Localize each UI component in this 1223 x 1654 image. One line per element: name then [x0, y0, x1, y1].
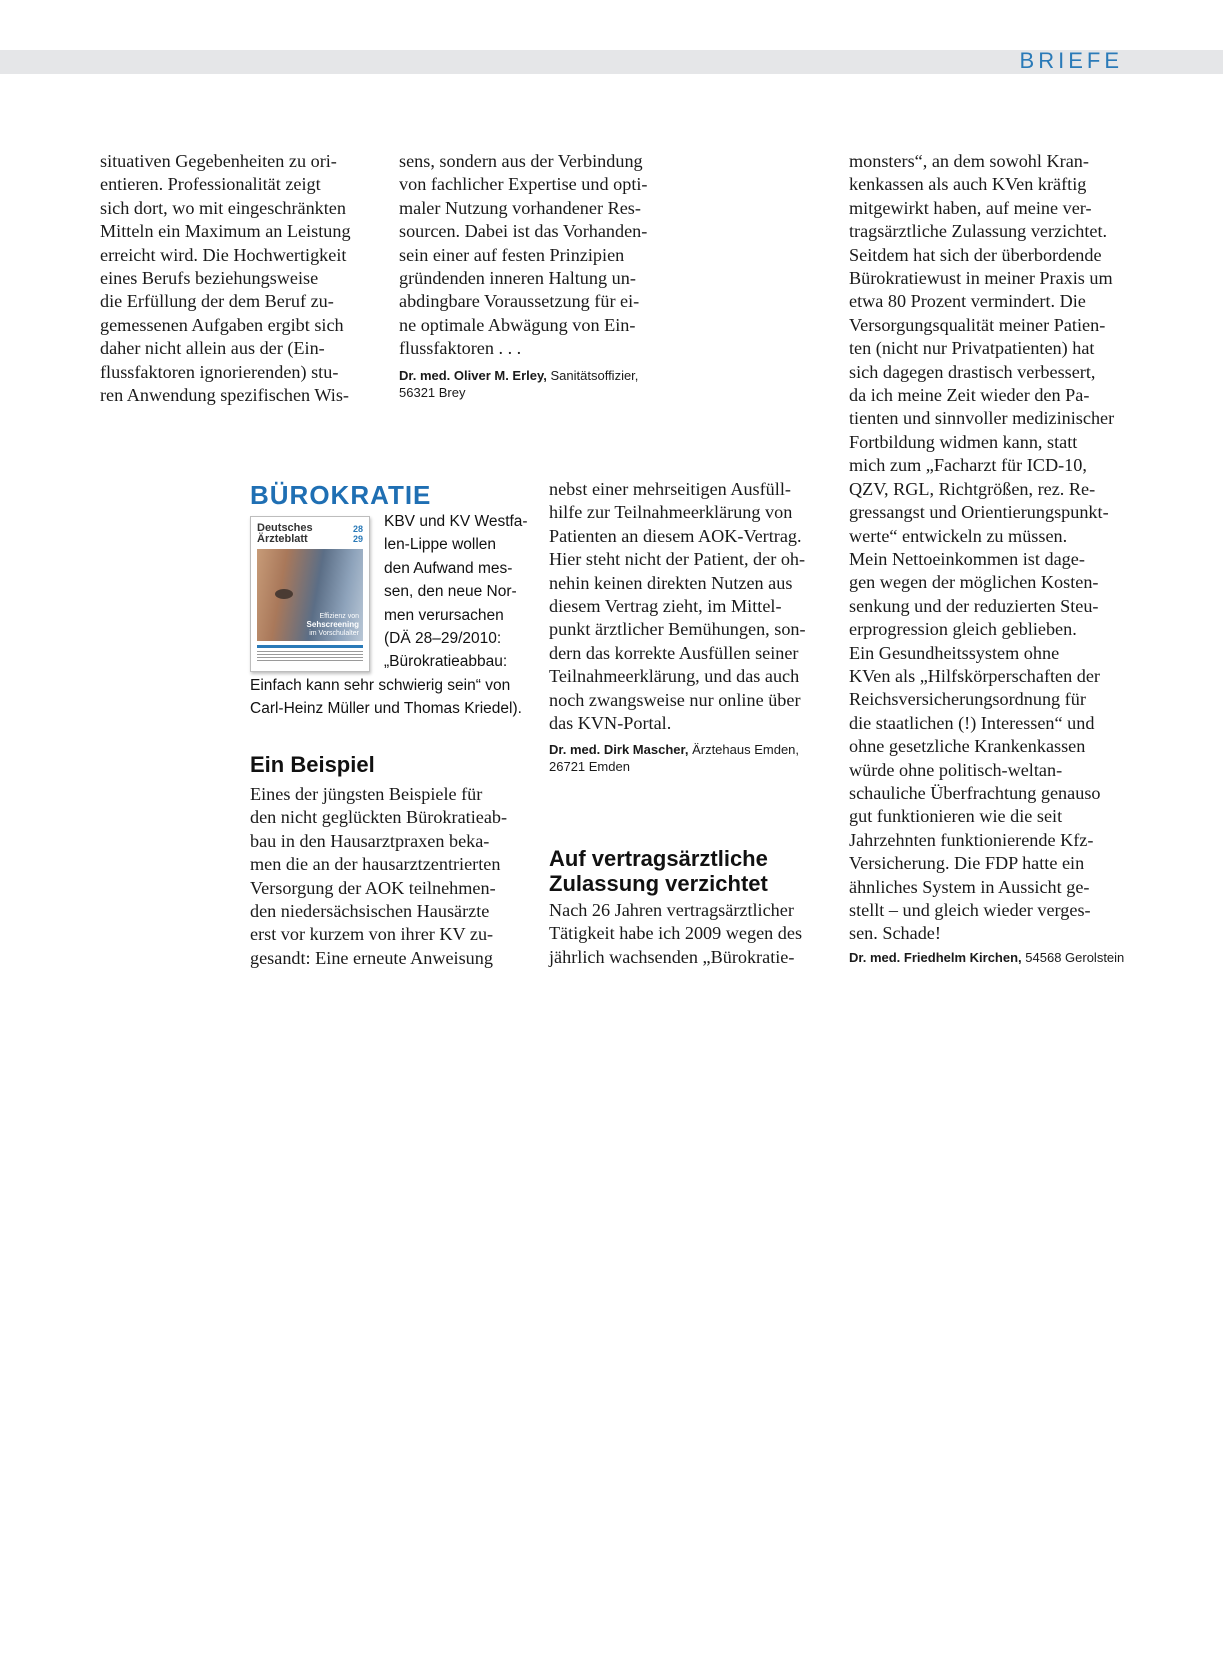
body-text-line: gut funktionieren wie die seit: [849, 806, 1063, 827]
body-text-line: ohne gesetzliche Krankenkassen: [849, 736, 1086, 757]
letter-heading-beispiel: Ein Beispiel: [250, 752, 375, 777]
letter-mascher-part1: [250, 752, 540, 970]
body-text-line: sens, sondern aus der Verbindung: [399, 151, 643, 171]
cover-text-lines: [257, 651, 363, 661]
signature-detail: Sanitätsoffizier,: [546, 367, 639, 383]
letter-kirchen-part1: [549, 846, 849, 969]
body-text-line: Reichsversicherungsordnung für: [849, 689, 1086, 710]
body-text-line: bau in den Hausarztpraxen beka-: [250, 830, 490, 851]
body-text-line: men die an der hausarztzentrierten: [250, 854, 501, 875]
body-text-line: flussfaktoren . . .: [399, 338, 522, 359]
intro-text-line: len-Lippe wollen: [384, 536, 497, 554]
body-text-line: gesandt: Eine erneute Anweisung: [250, 947, 493, 968]
body-text-line: Mein Nettoeinkommen ist dage-: [849, 548, 1085, 569]
body-text-line: punkt ärztlicher Bemühungen, son-: [549, 619, 806, 640]
signature-detail: Ärztehaus Emden,: [688, 742, 800, 758]
letter-erley-part1: [100, 150, 380, 407]
body-text-line: ne optimale Abwägung von Ein-: [399, 314, 636, 335]
body-text-line: Versicherung. Die FDP hatte ein: [849, 853, 1085, 874]
letter-mascher-part2: [549, 478, 849, 775]
intro-text-line: den Aufwand mes-: [384, 559, 513, 577]
body-text-line: Eines der jüngsten Beispiele für: [250, 784, 483, 804]
body-text-line: situativen Gegebenheiten zu ori-: [100, 151, 337, 171]
body-text-line: Nach 26 Jahren vertragsärztlicher: [549, 900, 794, 920]
body-text-line: erst vor kurzem von ihrer KV zu-: [250, 924, 494, 945]
cover-stripe: [257, 645, 363, 648]
body-text-line: ähnliches System in Aussicht ge-: [849, 876, 1090, 897]
cover-masthead: Deutsches Ärzteblatt: [257, 522, 313, 545]
magazine-cover-image: [250, 516, 370, 672]
letter-kirchen-part2: [849, 150, 1139, 966]
cover-headline: Effizienz von Sehscreening im Vorschulalter: [306, 613, 359, 637]
body-text-line: die staatlichen (!) Interessen“ und: [849, 712, 1095, 733]
signature-name: Dr. med. Oliver M. Erley,: [399, 367, 547, 383]
body-text-line: gressangst und Orientierungspunkt-: [849, 502, 1109, 523]
letter-heading-zulassung-line2: Zulassung verzichtet: [549, 871, 768, 896]
body-text-line: tienten und sinnvoller medizinischer: [849, 408, 1115, 429]
body-text-line: Ein Gesundheitssystem ohne: [849, 642, 1060, 663]
body-text-line: eines Berufs beziehungsweise: [100, 268, 319, 289]
body-text-line: Tätigkeit habe ich 2009 wegen des: [549, 923, 803, 944]
signature-name: Dr. med. Friedhelm Kirchen,: [849, 949, 1022, 965]
body-text-line: etwa 80 Prozent vermindert. Die: [849, 291, 1086, 312]
body-text-line: nehin keinen direkten Nutzen aus: [549, 572, 793, 593]
body-text-line: sourcen. Dabei ist das Vorhanden-: [399, 221, 648, 242]
intro-text-line: Carl-Heinz Müller und Thomas Kriedel).: [250, 700, 522, 718]
body-text-line: stellt – und gleich wieder verges-: [849, 900, 1091, 920]
body-text-line: Bürokratiewust in meiner Praxis um: [849, 268, 1113, 289]
intro-text-line: KBV und KV Westfa-: [384, 513, 528, 530]
signature-kirchen: [849, 949, 1139, 966]
body-text-line: sich dagegen drastisch verbessert,: [849, 361, 1096, 382]
letter-heading-zulassung-line1: Auf vertragsärztliche: [549, 846, 768, 871]
intro-text-line: Einfach kann sehr schwierig sein“ von: [250, 677, 511, 694]
body-text-line: monsters“, an dem sowohl Kran-: [849, 151, 1089, 171]
body-text-line: Fortbildung widmen kann, statt: [849, 431, 1078, 452]
body-text-line: den nicht geglückten Bürokratieab-: [250, 807, 508, 828]
body-text-line: Seitdem hat sich der überbordende: [849, 244, 1102, 265]
body-text-line: erreicht wird. Die Hochwertigkeit: [100, 244, 347, 265]
body-text-line: erprogression gleich geblieben.: [849, 619, 1077, 640]
body-text-line: mitgewirkt haben, auf meine ver-: [849, 197, 1092, 218]
body-text-line: sich dort, wo mit eingeschränkten: [100, 197, 346, 218]
body-text-line: würde ohne politisch-weltan-: [849, 759, 1063, 780]
body-text-line: hilfe zur Teilnahmeerklärung von: [549, 502, 793, 523]
body-text-line: diesem Vertrag zieht, im Mittel-: [549, 596, 782, 617]
body-text-line: da ich meine Zeit wieder den Pa-: [849, 385, 1090, 406]
intro-text-line: sen, den neue Nor-: [384, 583, 517, 601]
section-label: BRIEFE: [1019, 48, 1123, 73]
body-text-line: jährlich wachsenden „Bürokratie-: [549, 946, 795, 967]
body-text-line: Jahrzehnten funktionierende Kfz-: [849, 829, 1094, 850]
body-text-line: die Erfüllung der dem Beruf zu-: [100, 291, 334, 312]
body-text-line: gemessenen Aufgaben ergibt sich: [100, 314, 344, 335]
body-text-line: QZV, RGL, Richtgrößen, rez. Re-: [849, 478, 1096, 499]
body-text-line: ren Anwendung spezifischen Wis-: [100, 385, 349, 406]
body-text-line: sen. Schade!: [849, 923, 941, 944]
body-text-line: tragsärztliche Zulassung verzichtet.: [849, 221, 1108, 242]
body-text-line: dern das korrekte Ausfüllen seiner: [549, 642, 799, 663]
body-text-line: kenkassen als auch KVen kräftig: [849, 174, 1087, 195]
cover-photo: [257, 549, 363, 641]
body-text-line: senkung und der reduzierten Steu-: [849, 595, 1099, 616]
body-text-line: von fachlicher Expertise und opti-: [399, 174, 648, 195]
body-text-line: nebst einer mehrseitigen Ausfüll-: [549, 479, 791, 499]
body-text-line: Versorgungsqualität meiner Patien-: [849, 314, 1106, 335]
cover-issue-number: 28 29: [352, 524, 363, 544]
body-text-line: entieren. Professionalität zeigt: [100, 174, 321, 195]
body-text-line: gen wegen der möglichen Kosten-: [849, 572, 1099, 593]
body-text-line: sein einer auf festen Prinzipien: [399, 244, 625, 265]
body-text-line: KVen als „Hilfskörperschaften der: [849, 665, 1100, 686]
buerokratie-intro: [384, 510, 528, 674]
intro-text-line: (DÄ 28–29/2010:: [384, 630, 502, 648]
body-text-line: maler Nutzung vorhandener Res-: [399, 197, 641, 218]
intro-text-line: „Bürokratieabbau:: [384, 653, 508, 671]
body-text-line: schauliche Überfrachtung genauso: [849, 782, 1101, 803]
body-text-line: den niedersächsischen Hausärzte: [250, 901, 490, 922]
signature-name: Dr. med. Dirk Mascher,: [549, 742, 689, 758]
body-text-line: Versorgung der AOK teilnehmen-: [250, 877, 496, 898]
body-text-line: mich zum „Facharzt für ICD-10,: [849, 455, 1087, 476]
intro-text-line: men verursachen: [384, 606, 504, 624]
signature-location: 56321 Brey: [399, 384, 466, 400]
body-text-line: gründenden inneren Haltung un-: [399, 268, 636, 289]
body-text-line: abdingbare Voraussetzung für ei-: [399, 291, 640, 312]
letter-erley-part2: [399, 150, 699, 401]
signature-mascher: [549, 741, 849, 775]
body-text-line: noch zwangsweise nur online über: [549, 689, 801, 710]
cover-photo-eye: [275, 589, 293, 599]
body-text-line: ten (nicht nur Privatpatienten) hat: [849, 338, 1095, 359]
signature-location: 26721 Emden: [549, 759, 630, 775]
body-text-line: werte“ entwickeln zu müssen.: [849, 525, 1068, 546]
signature-detail: 54568 Gerolstein: [1021, 949, 1125, 965]
body-text-line: Hier steht nicht der Patient, der oh-: [549, 549, 806, 570]
buerokratie-intro-continued: [250, 674, 540, 721]
body-text-line: flussfaktoren ignorierenden) stu-: [100, 361, 339, 382]
body-text-line: das KVN-Portal.: [549, 713, 672, 734]
body-text-line: Teilnahmeerklärung, und das auch: [549, 666, 800, 687]
body-text-line: Patienten an diesem AOK-Vertrag.: [549, 525, 802, 546]
signature-erley: [399, 367, 699, 401]
body-text-line: Mitteln ein Maximum an Leistung: [100, 221, 351, 242]
section-heading-buerokratie: BÜROKRATIE: [250, 480, 432, 510]
body-text-line: daher nicht allein aus der (Ein-: [100, 338, 325, 359]
